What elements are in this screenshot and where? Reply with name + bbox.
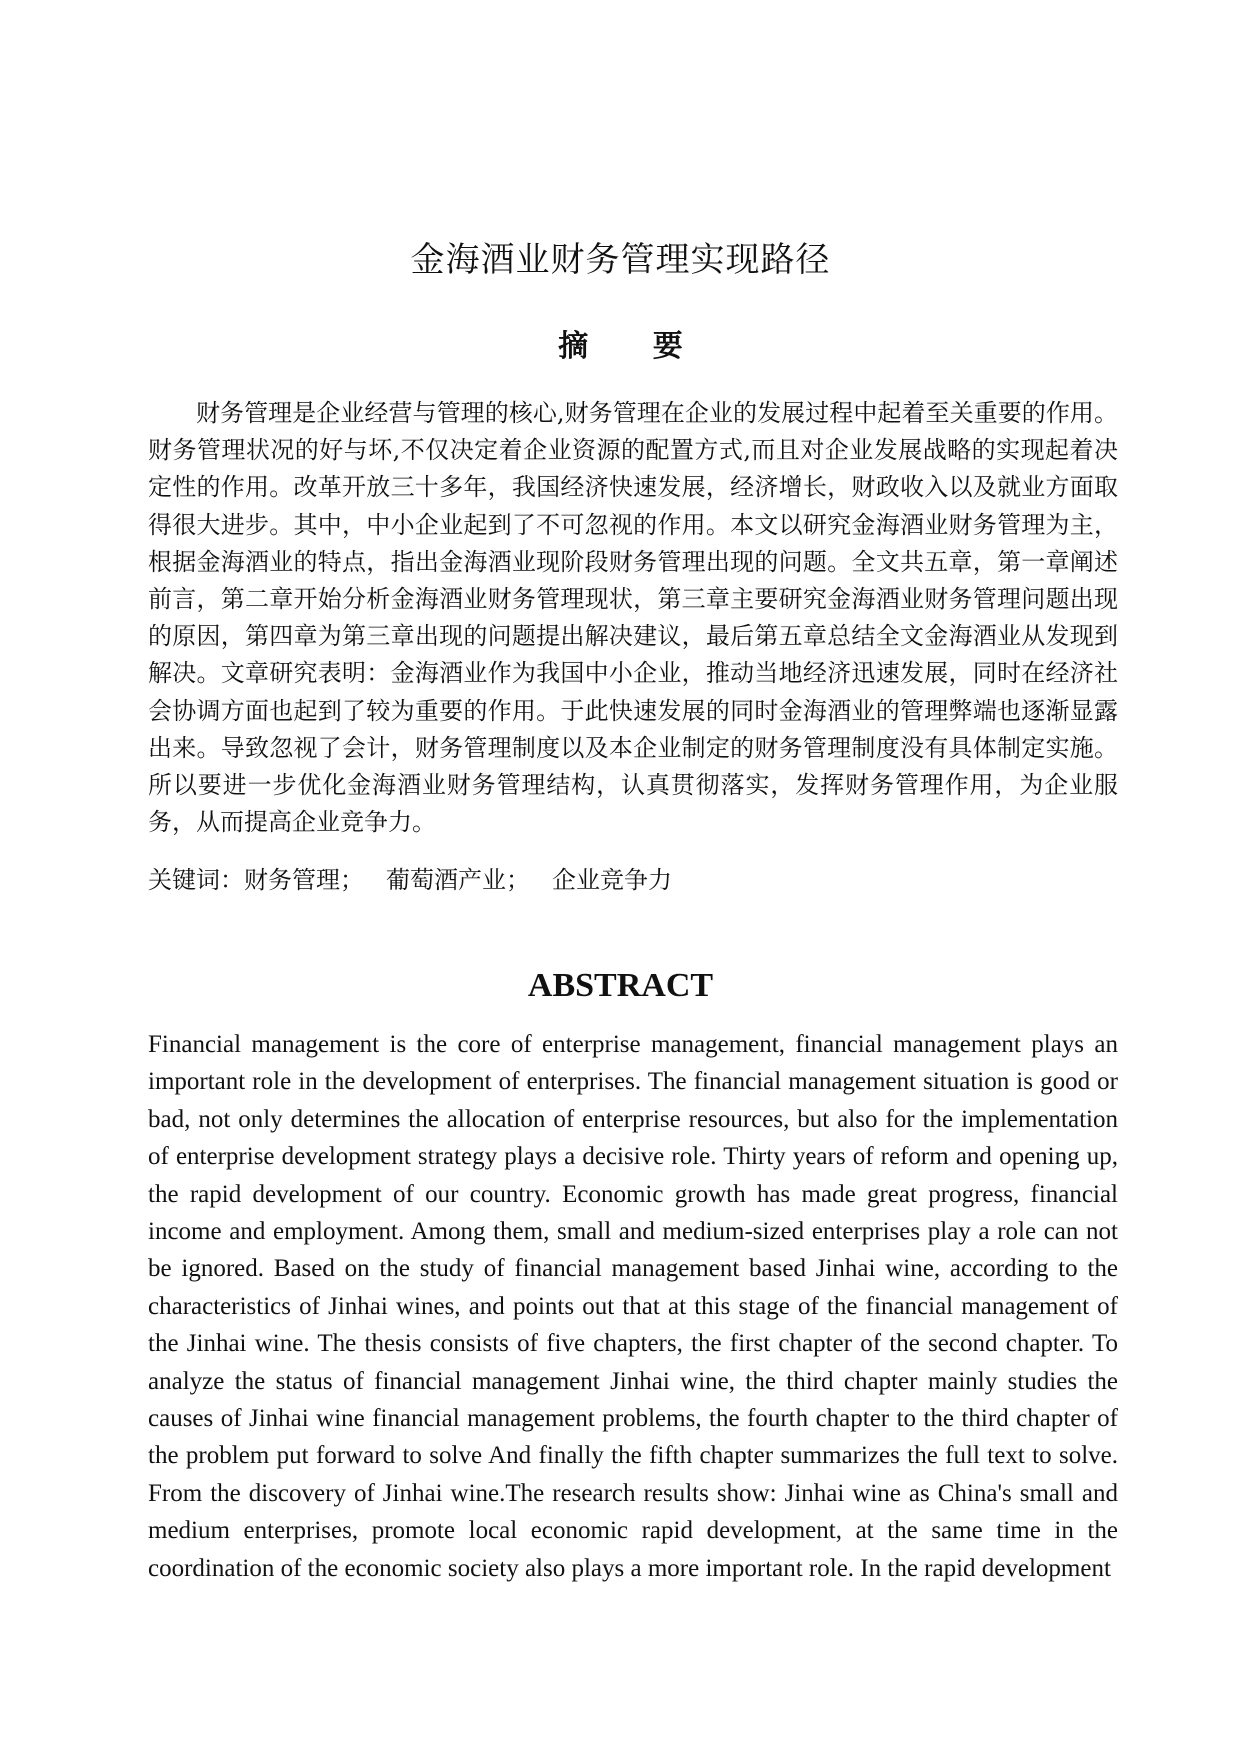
cn-abstract-body: 财务管理是企业经营与管理的核心,财务管理在企业的发展过程中起着至关重要的作用。财务管理状况的好与坏,不仅决定着企业资源的配置方式,而且对企业发展战略的实现起着决定性的作用。改革开放三十多年，我国经济快速发展，经济增长，财政收入以及就业方面取得很大进步。其中，中小企业起到了不可忽视的作用。本文以研究金海酒业财务管理为主，根据金海酒业的特点，指出金海酒业现阶段财务管理出现的问题。全文共五章，第一章阐述前言，第二章开始分析金海酒业财务管理现状，第三章主要研究金海酒业财务管理问题出现的原因，第四章为第三章出现的问题提出解决建议，最后第五章总结全文金海酒业从发现到解决。文章研究表明：金海酒业作为我国中小企业，推动当地经济迅速发展，同时在经济社会协调方面也起到了较为重要的作用。于此快速发展的同时金海酒业的管理弊端也逐渐显露出来。导致忽视了会计，财务管理制度以及本企业制定的财务管理制度没有具体制定实施。所以要进一步优化金海酒业财务管理结构，认真贯彻落实，发挥财务管理作用，为企业服务，从而提高企业竞争力。 [148, 399, 1118, 837]
keyword-item: 企业竞争力 [552, 866, 672, 894]
keywords-label: 关键词： [148, 866, 244, 894]
cn-abstract-heading: 摘 要 [558, 329, 710, 364]
en-abstract-heading: ABSTRACT [527, 967, 714, 1004]
keywords-line [148, 862, 1118, 898]
keyword-item: 葡萄酒产业； [386, 866, 530, 894]
keyword-item: 财务管理； [244, 866, 364, 894]
en-abstract-body: Financial management is the core of enterprise management, financial management plays an important role in the development of enterprises. The financial management situation is good or bad, not only determines the allocation of enterprise resources, but also for the implementation of enterprise development strategy plays a decisive role. Thirty years of reform and opening up, the rapid development of our country. Economic growth has made great progress, financial income and employment. Among them, small and medium-sized enterprises play a role can not be ignored. Based on the study of financial management based Jinhai wine, according to the characteristics of Jinhai wines, and points out that at this stage of the financial management of the Jinhai wine. The thesis consists of five chapters, the first chapter of the second chapter. To analyze the status of financial management Jinhai wine, the third chapter mainly studies the causes of Jinhai wine financial management problems, the fourth chapter to the third chapter of the problem put forward to solve And finally the fifth chapter summarizes the full text to solve. From the discovery of Jinhai wine.The research results show: Jinhai wine as China's small and medium enterprises, promote local economic rapid development, at the same time in the coordination of the economic society also plays a more important role. In the rapid development [148, 1031, 1118, 1582]
paper-title: 金海酒业财务管理实现路径 [410, 240, 831, 280]
